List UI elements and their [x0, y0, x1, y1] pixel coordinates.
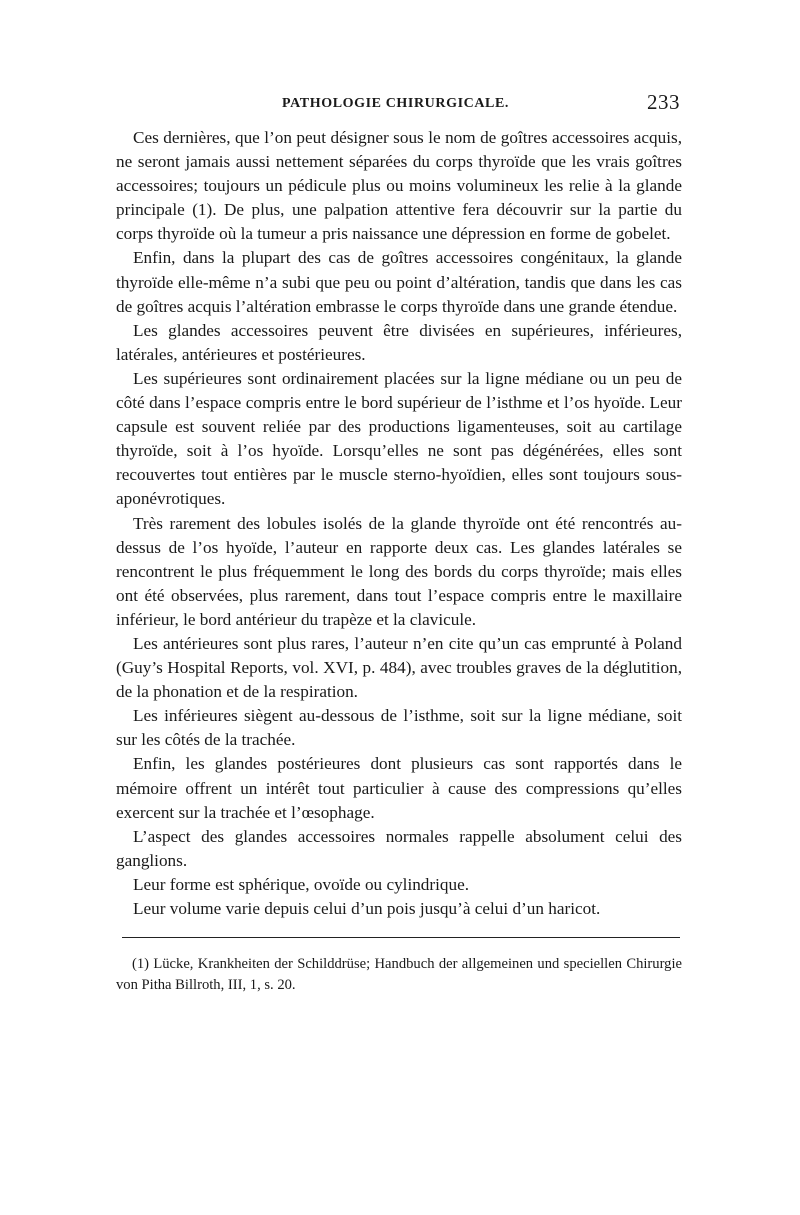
footnote-text: (1) Lücke, Krankheiten der Schilddrüse; Handbuch der allgemeinen und speciellen Chirurgie von Pitha Billroth, III, 1, s. 20.	[116, 956, 682, 994]
running-header	[116, 88, 682, 118]
paragraph: Leur volume varie depuis celui d’un pois jusqu’à celui d’un haricot.	[133, 899, 601, 918]
paragraph: Très rarement des lobules isolés de la glande thyroïde ont été rencontrés au-dessus de l’os hyoïde, l’auteur en rapporte deux cas. Les glandes latérales se rencontrent le plus fréquemment le long des bords du corps thyroïde; mais elles ont été observées, plus rarement, dans tout l’espace compris entre le maxillaire inférieur, le bord antérieur du trapèze et la clavicule.	[116, 513, 682, 629]
footnote	[116, 954, 682, 996]
running-title: PATHOLOGIE CHIRURGICALE.	[282, 96, 510, 111]
page-number: 233	[647, 90, 680, 114]
paragraph: Les supérieures sont ordinairement placées sur la ligne médiane ou un peu de côté dans l’espace compris entre le bord supérieur de l’isthme et l’os hyoïde. Leur capsule est souvent reliée par des productions ligamenteuses, soit au cartilage thyroïde, soit à l’os hyoïde. Lorsqu’elles ne sont pas dégénérées, elles sont recouvertes tout entières par le muscle sterno-hyoïdien, elles sont toujours sous-aponévrotiques.	[116, 368, 682, 509]
footnote-divider	[122, 937, 680, 938]
paragraph: Les glandes accessoires peuvent être divisées en supérieures, inférieures, latérales, antérieures et postérieures.	[116, 320, 682, 364]
paragraph: Les antérieures sont plus rares, l’auteur n’en cite qu’un cas emprunté à Poland (Guy’s Hospital Reports, vol. XVI, p. 484), avec troubles graves de la déglutition, de la phonation et de la respiration.	[116, 633, 682, 702]
paragraph: Ces dernières, que l’on peut désigner sous le nom de goîtres accessoires acquis, ne seront jamais aussi nettement séparées du corps thyroïde que les vrais goîtres accessoires; toujours un pédicule plus ou moins volumineux les relie à la glande principale (1). De plus, une palpation attentive fera découvrir sur la partie du corps thyroïde où la tumeur a pris naissance une dépression en forme de gobelet.	[116, 128, 682, 244]
paragraph: L’aspect des glandes accessoires normales rappelle absolument celui des ganglions.	[116, 826, 682, 870]
paragraph: Enfin, dans la plupart des cas de goîtres accessoires congénitaux, la glande thyroïde elle-même n’a subi que peu ou point d’altération, tandis que dans les cas de goîtres acquis l’altération embrasse le corps thyroïde dans une grande étendue.	[116, 248, 682, 316]
paragraph: Leur forme est sphérique, ovoïde ou cylindrique.	[133, 874, 470, 894]
paragraph: Les inférieures siègent au-dessous de l’isthme, soit sur la ligne médiane, soit sur les côtés de la trachée.	[116, 706, 682, 750]
body-text	[116, 126, 682, 921]
book-page	[116, 88, 682, 996]
paragraph: Enfin, les glandes postérieures dont plusieurs cas sont rapportés dans le mémoire offrent un intérêt tout particulier à cause des compressions qu’elles exercent sur la trachée et l’œsophage.	[116, 754, 682, 822]
